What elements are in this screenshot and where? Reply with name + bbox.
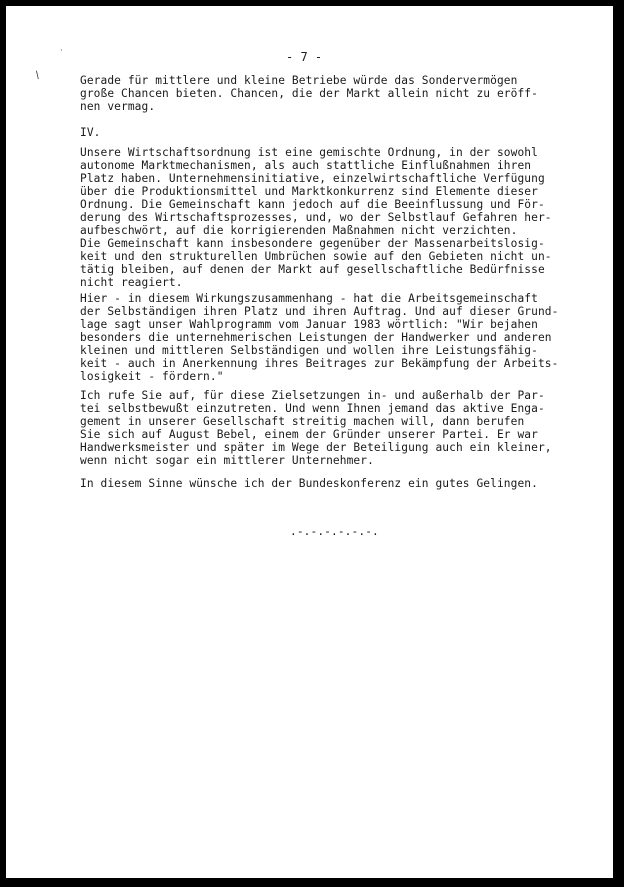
text-line: Handwerksmeister und später im Wege der Beteiligung auch ein kleiner, <box>80 441 552 454</box>
text-line: besonders die unternehmerischen Leistungen der Handwerker und anderen <box>80 331 552 344</box>
text-line: nicht reagiert. <box>80 276 183 289</box>
text-line: kleinen und mittleren Selbständigen und wollen ihre Leistungsfähig- <box>80 344 538 357</box>
text-line: große Chancen bieten. Chancen, die der Markt allein nicht zu eröff- <box>80 87 538 100</box>
text-line: aufbeschwört, auf die korrigierenden Maßnahmen nicht verzichten. <box>80 224 518 237</box>
text-line: keit - auch in Anerkennung ihres Beitrages zur Bekämpfung der Arbeits- <box>80 357 559 370</box>
text-line: autonome Marktmechanismen, als auch stattliche Einflußnahmen ihren <box>80 159 532 172</box>
text-line: In diesem Sinne wünsche ich der Bundeskonferenz ein gutes Gelingen. <box>80 477 538 490</box>
document-page <box>6 6 613 878</box>
text-line: der Selbständigen ihren Platz und ihren Auftrag. Und auf dieser Grund- <box>80 305 559 318</box>
text-line: lage sagt unser Wahlprogramm vom Januar 1983 wörtlich: "Wir bejahen <box>80 318 538 331</box>
heading-text: IV. <box>80 126 101 139</box>
page-number: - 7 - <box>286 50 323 64</box>
text-line: über die Produktionsmittel und Marktkonkurrenz sind Elemente dieser <box>80 185 538 198</box>
paragraph-3 <box>80 389 552 467</box>
paragraph-1 <box>80 146 552 289</box>
text-line: Die Gemeinschaft kann insbesondere gegenüber der Massenarbeitslosig- <box>80 237 545 250</box>
section-heading <box>80 126 101 139</box>
margin-pen-mark: / <box>33 69 42 82</box>
text-line: nen vermag. <box>80 100 156 113</box>
text-line: losigkeit - fördern." <box>80 370 224 383</box>
text-line: Ich rufe Sie auf, für diese Zielsetzungen in- und außerhalb der Par- <box>80 389 545 402</box>
text-line: Ordnung. Die Gemeinschaft kann jedoch auf die Beeinflussung und För- <box>80 198 545 211</box>
paragraph-2 <box>80 292 558 383</box>
text-line: wenn nicht sogar ein mittlerer Unternehmer. <box>80 454 374 467</box>
text-line: keit und den strukturellen Umbrüchen sowie auf den Gebieten nicht un- <box>80 250 552 263</box>
text-line: tätig bleiben, auf denen der Markt auf gesellschaftliche Bedürfnisse <box>80 263 545 276</box>
paragraph-intro <box>80 74 538 113</box>
text-line: Gerade für mittlere und kleine Betriebe würde das Sondervermögen <box>80 74 518 87</box>
text-line: Unsere Wirtschaftsordnung ist eine gemischte Ordnung, in der sowohl <box>80 146 538 159</box>
text-line: Hier - in diesem Wirkungszusammenhang - hat die Arbeitsgemeinschaft <box>80 292 538 305</box>
text-line: Platz haben. Unternehmensinitiative, einzelwirtschaftliche Verfügung <box>80 172 545 185</box>
text-line: tei selbstbewußt einzutreten. Und wenn Ihnen jemand das aktive Enga- <box>80 402 545 415</box>
scan-speck: · <box>60 46 63 55</box>
text-line: Sie sich auf August Bebel, einem der Gründer unserer Partei. Er war <box>80 428 538 441</box>
closing-separator: .-.-.-.-.-.-. <box>290 525 379 538</box>
text-line: gement in unserer Gesellschaft streitig machen will, dann berufen <box>80 415 525 428</box>
paragraph-4 <box>80 477 538 490</box>
text-line: derung des Wirtschaftsprozesses, und, wo der Selbstlauf Gefahren her- <box>80 211 552 224</box>
